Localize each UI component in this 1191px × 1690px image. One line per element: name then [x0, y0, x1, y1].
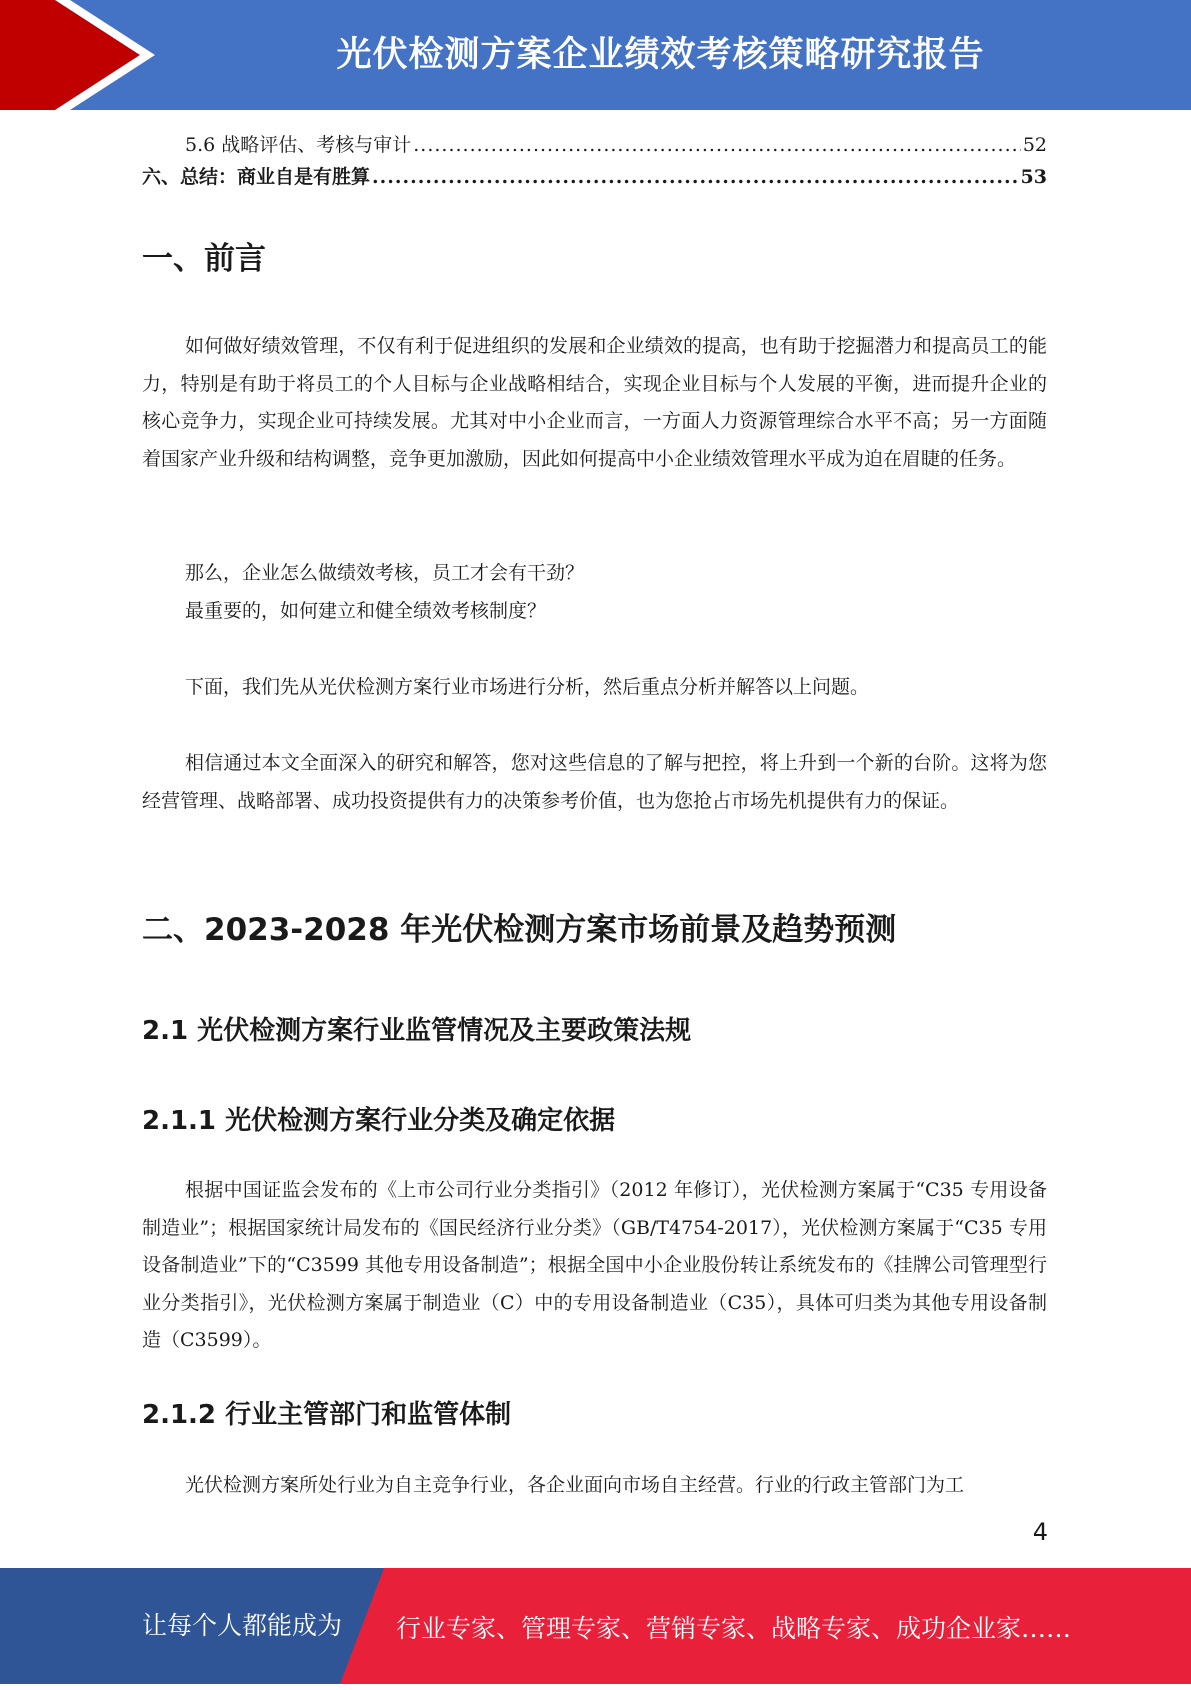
- header-arrow-shape: [0, 0, 160, 110]
- heading-2-1-2: 2.1.2 行业主管部门和监管体制: [142, 1400, 512, 1430]
- toc-leader-dots: [413, 134, 1021, 156]
- heading-forecast: 二、2023-2028 年光伏检测方案市场前景及趋势预测: [142, 912, 897, 948]
- toc-leader-dots: [372, 166, 1019, 188]
- footer-slogan-right: 行业专家、管理专家、营销专家、战略专家、成功企业家……: [396, 1614, 1072, 1643]
- paragraph-analysis-intro: 下面，我们先从光伏检测方案行业市场进行分析，然后重点分析并解答以上问题。: [185, 676, 870, 698]
- paragraph-conclusion: 相信通过本文全面深入的研究和解答，您对这些信息的了解与把控，将上升到一个新的台阶。这将为您经营管理、战略部署、成功投资提供有力的决策参考价值，也为您抢占市场先机提供有力的保证。: [142, 752, 1047, 812]
- toc-entry-page: 52: [1022, 134, 1047, 156]
- footer-slogan-left: 让每个人都能成为: [142, 1611, 343, 1640]
- header-banner: [0, 0, 1191, 110]
- paragraph-question-1: 那么，企业怎么做绩效考核，员工才会有干劲？: [185, 562, 585, 584]
- heading-2-1-1: 2.1.1 光伏检测方案行业分类及确定依据: [142, 1106, 616, 1136]
- toc-entry-label: 六、总结：商业自是有胜算: [142, 166, 371, 188]
- paragraph-2-1-1: 根据中国证监会发布的《上市公司行业分类指引》（2012 年修订），光伏检测方案属于“C35 专用设备制造业”；根据国家统计局发布的《国民经济行业分类》（GB/T4754-2017），光伏检测方案属于“C35 专用设备制造业”下的“C3599 其他专用设备制造”；根据全国中小企业股份转让系统发布的《挂牌公司管理型行业分类指引》，光伏检测方案属于制造业（C）中的专用设备制造业（C35），具体可归类为其他专用设备制造（C3599）。: [142, 1179, 1047, 1351]
- toc-entry-label: 5.6 战略评估、考核与审计: [185, 134, 412, 156]
- report-title: 光伏检测方案企业绩效考核策略研究报告: [336, 35, 985, 75]
- heading-preface: 一、前言: [142, 241, 266, 277]
- toc-entry-page: 53: [1020, 166, 1047, 188]
- toc-entry-5-6[interactable]: [142, 130, 1047, 157]
- footer-banner: [0, 1568, 1191, 1684]
- heading-2-1: 2.1 光伏检测方案行业监管情况及主要政策法规: [142, 1016, 692, 1046]
- paragraph-question-2: 最重要的，如何建立和健全绩效考核制度？: [185, 600, 547, 622]
- paragraph-2-1-2: 光伏检测方案所处行业为自主竞争行业，各企业面向市场自主经营。行业的行政主管部门为工: [185, 1474, 965, 1496]
- paragraph-preface-1: 如何做好绩效管理，不仅有利于促进组织的发展和企业绩效的提高，也有助于挖掘潜力和提高员工的能力，特别是有助于将员工的个人目标与企业战略相结合，实现企业目标与个人发展的平衡，进而提升企业的核心竞争力，实现企业可持续发展。尤其对中小企业而言，一方面人力资源管理综合水平不高；另一方面随着国家产业升级和结构调整，竞争更加激励，因此如何提高中小企业绩效管理水平成为迫在眉睫的任务。: [142, 335, 1047, 470]
- page-number: 4: [1032, 1518, 1048, 1546]
- toc-entry-6[interactable]: [142, 162, 1047, 189]
